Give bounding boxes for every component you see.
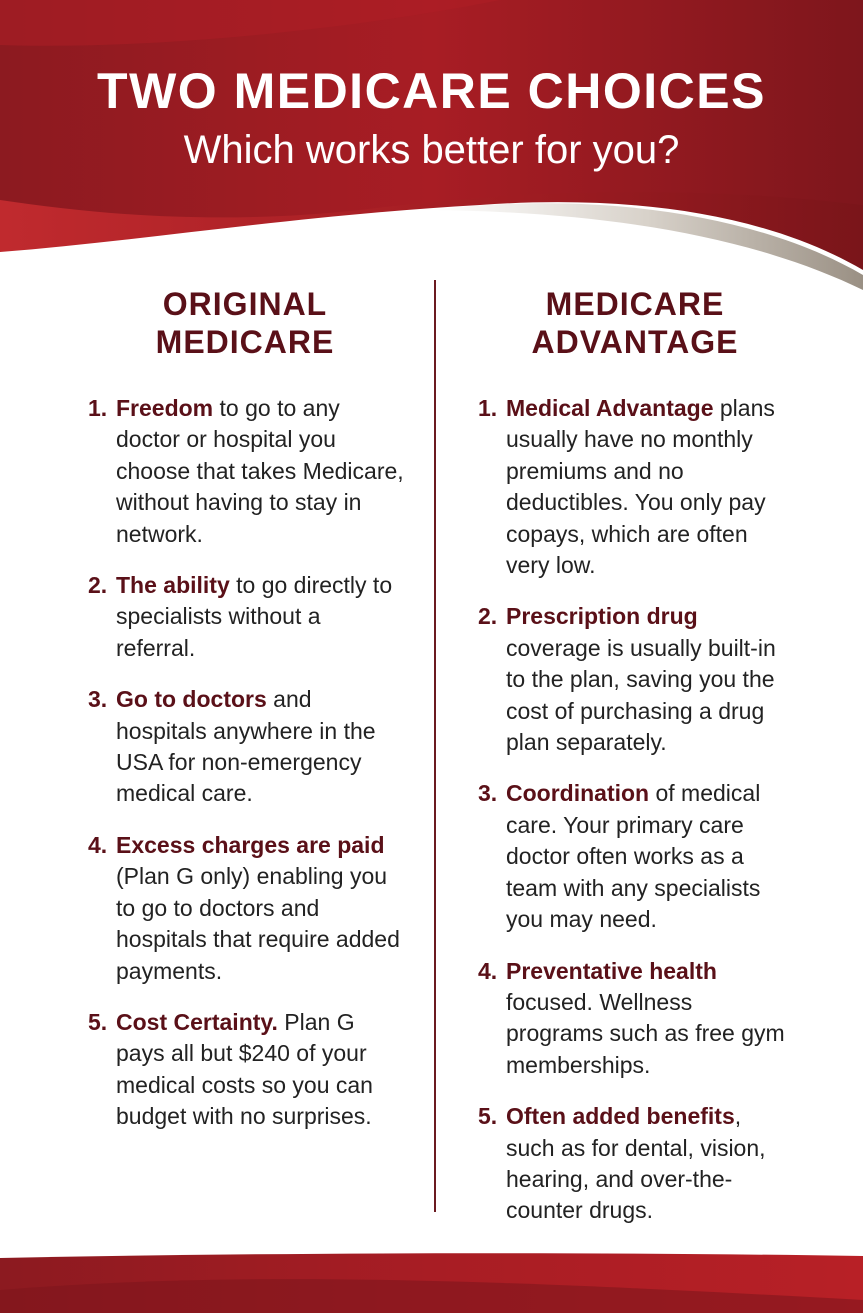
heading-line: ORIGINAL	[162, 286, 328, 322]
heading-line: MEDICARE	[545, 286, 725, 322]
item-text: to go directly to specialists without a referral.	[116, 572, 393, 661]
list-item	[470, 956, 794, 1082]
item-lead: Often added benefits	[506, 1103, 735, 1130]
item-number: 4.	[478, 957, 498, 984]
page-subtitle: Which works better for you?	[183, 128, 680, 172]
medicare-advantage-column	[470, 285, 810, 1247]
page-title: TWO MEDICARE CHOICES	[97, 63, 766, 119]
item-number: 2.	[88, 572, 108, 599]
item-lead: Freedom	[116, 395, 214, 421]
column-heading	[70, 285, 420, 361]
item-number: 1.	[88, 395, 108, 421]
item-number: 2.	[478, 603, 498, 630]
benefit-list	[80, 393, 420, 1133]
list-item	[80, 570, 406, 664]
item-lead: Medical Advantage	[506, 395, 714, 421]
heading-line: ADVANTAGE	[531, 324, 739, 360]
item-text: to go to any doctor or hospital you choose that takes Medicare, without having to stay in network.	[116, 395, 404, 547]
column-divider	[434, 280, 436, 1212]
item-text: and hospitals anywhere in the USA for non-emergency medical care.	[116, 686, 376, 807]
item-text: , such as for dental, vision, hearing, and over-the-counter drugs.	[506, 1103, 766, 1224]
item-text: plans usually have no monthly premiums and no deductibles. You only pay copays, which are often very low.	[506, 395, 775, 579]
benefit-list	[470, 393, 810, 1227]
list-item	[470, 778, 794, 935]
item-number: 3.	[478, 780, 498, 807]
item-text: (Plan G only) enabling you to go to doctors and hospitals that require added payments.	[116, 863, 400, 984]
list-item	[470, 601, 794, 758]
list-item	[80, 1007, 406, 1133]
list-item	[80, 830, 406, 987]
item-lead: Go to doctors	[116, 686, 267, 713]
item-lead: Prescription drug	[506, 603, 698, 630]
heading-line: MEDICARE	[155, 324, 335, 360]
item-number: 5.	[88, 1008, 108, 1035]
item-lead: Coordination	[506, 780, 650, 807]
item-text: of medical care. Your primary care doctor often works as a team with any specialists you may need.	[506, 780, 761, 933]
item-lead: Cost Certainty.	[116, 1008, 278, 1035]
item-text: focused. Wellness programs such as free gym memberships.	[506, 988, 785, 1078]
item-lead: Excess charges are paid	[116, 831, 385, 858]
item-number: 4.	[88, 831, 108, 858]
item-text: Plan G pays all but $240 of your medical costs so you can budget with no surprises.	[116, 1008, 373, 1130]
item-lead: The ability	[116, 572, 230, 599]
item-number: 3.	[88, 686, 108, 713]
footer-banner	[0, 1250, 863, 1313]
item-number: 1.	[478, 395, 498, 421]
list-item	[80, 393, 406, 550]
original-medicare-column	[80, 285, 420, 1153]
item-text: coverage is usually built-in to the plan, saving you the cost of purchasing a drug plan separately.	[506, 634, 776, 756]
item-lead: Preventative health	[506, 957, 717, 984]
list-item	[80, 684, 406, 810]
list-item	[470, 1101, 794, 1227]
item-number: 5.	[478, 1103, 498, 1130]
list-item	[470, 393, 794, 581]
column-heading	[460, 285, 810, 361]
